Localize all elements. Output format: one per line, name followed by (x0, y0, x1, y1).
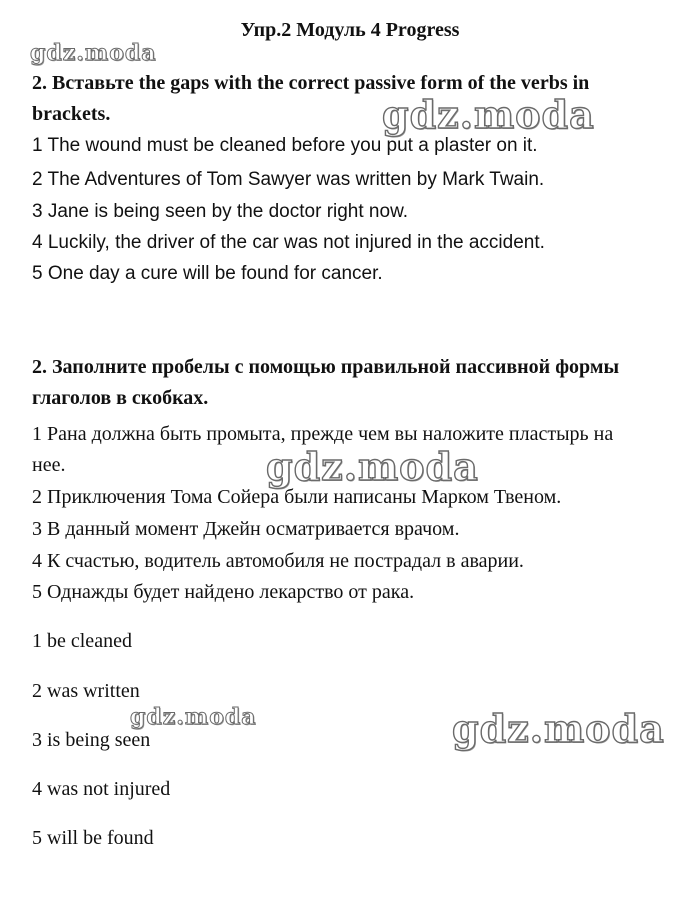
english-exercise-heading: 2. Вставьте the gaps with the correct passive form of the verbs in brackets. (32, 72, 590, 125)
russian-sentence: 5 Однажды будет найдено лекарство от рака. (32, 581, 415, 603)
russian-sentence: 1 Рана должна быть промыта, прежде чем вы наложите пластырь на (32, 423, 614, 445)
russian-sentence: 3 В данный момент Джейн осматривается врачом. (32, 518, 460, 540)
answer-item: 1 be cleaned (32, 630, 132, 652)
russian-sentence: 4 К счастью, водитель автомобиля не пострадал в аварии. (32, 550, 524, 572)
answer-item: 4 was not injured (32, 778, 171, 800)
english-sentence: 4 Luckily, the driver of the car was not injured in the accident. (32, 232, 545, 253)
russian-sentence: 2 Приключения Тома Сойера были написаны Марком Твеном. (32, 486, 562, 508)
watermark-logo: gdz.moda (130, 704, 257, 730)
english-sentence: 5 One day a cure will be found for cancer. (32, 263, 383, 284)
answer-item: 2 was written (32, 680, 140, 702)
watermark-logo: gdz.moda (266, 444, 479, 489)
page-title: Упр.2 Модуль 4 Progress (240, 19, 460, 41)
english-sentence: 1 The wound must be cleaned before you put a plaster on it. (32, 135, 538, 156)
russian-sentence: нее. (32, 454, 66, 476)
english-sentence: 2 The Adventures of Tom Sawyer was written by Mark Twain. (32, 169, 545, 190)
watermark-logo: gdz.moda (382, 92, 595, 137)
answer-item: 5 will be found (32, 827, 154, 849)
watermark-logo: gdz.moda (30, 40, 157, 66)
russian-exercise-heading: 2. Заполните пробелы с помощью правильной пассивной формы глаголов в скобках. (32, 356, 620, 409)
english-sentence: 3 Jane is being seen by the doctor right now. (32, 201, 409, 222)
watermark-logo: gdz.moda (452, 706, 665, 751)
answer-item: 3 is being seen (32, 729, 151, 751)
